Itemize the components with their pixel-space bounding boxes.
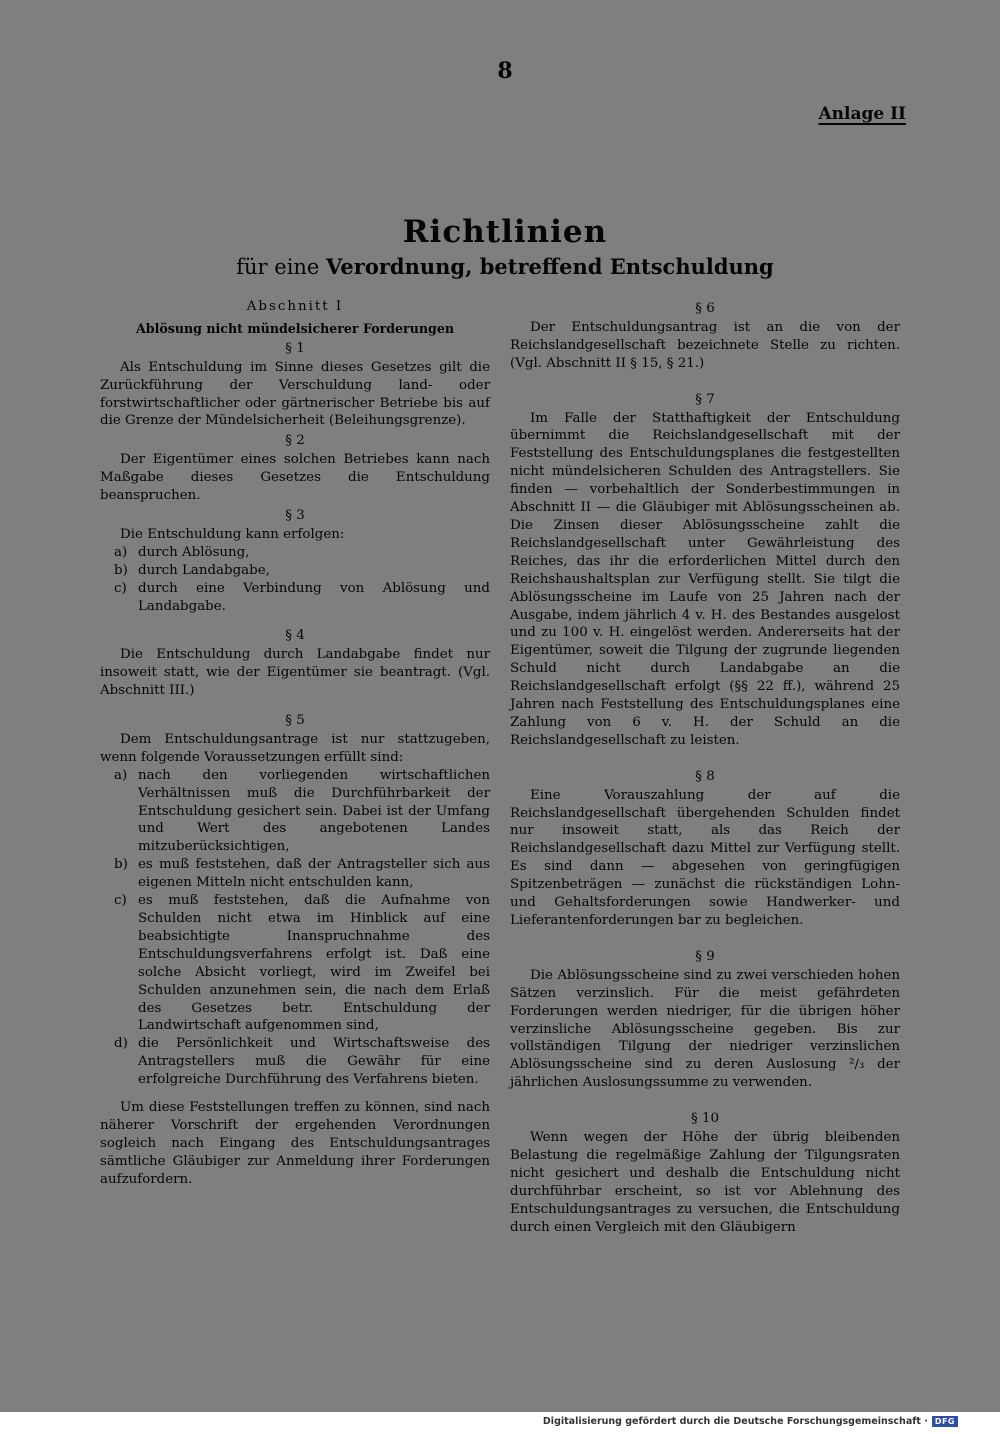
paragraph-3-intro: Die Entschuldung kann erfolgen: [120,526,345,542]
document-subtitle [0,254,1000,279]
paragraph-4-text: Die Entschuldung durch Landabgabe findet nur insoweit statt, wie der Eigentümer sie beantragt. (Vgl. Abschnitt III.) [100,647,490,699]
paragraph-9-text: Die Ablösungsscheine sind zu zwei verschieden hohen Sätzen verzinslich. Für die meist gefährdeten Forderungen werden niedriger, für die übrigen höher verzinsliche Ablösungsscheine gegeben. Bis zur vollständigen Tilgung der niedriger verzinslichen Ablösungsscheine sind zu deren Auslosung ²/₃ der jährlichen Auslosungssumme zu verwenden. [510,967,900,1091]
left-column [100,298,490,1189]
paragraph-8-text: Eine Vorauszahlung der auf die Reichslandgesellschaft übergehenden Schulden findet nur insoweit statt, als das Reich der Reichslandgesellschaft dazu Mittel zur Verfügung stellt. Es sind dann — abgesehen von geringfügigen Spitzenbeträgen — zunächst die rückständigen Lohn- und Gehaltsforderungen sowie Handwerker- und Lieferantenforderungen bar zu begleichen. [510,787,900,928]
paragraph-7-label: § 7 [695,391,715,407]
paragraph-1-label: § 1 [285,340,305,356]
paragraph-9-label: § 9 [695,948,715,964]
section-abschnitt: Abschnitt I [246,299,344,314]
list-item-text: es muß feststehen, daß die Aufnahme von Schulden nicht etwa im Hinblick auf eine beabsichtigte Inanspruchnahme des Entschuldungsverfahrens erfolgt ist. Daß eine solche Absicht vorliegt, wird im Zweifel bei Schulden anzunehmen sein, die nach dem Erlaß des Gesetzes betr. Entschuldung der Landwirtschaft aufgenommen sind, [138,893,490,1034]
list-item [114,1035,490,1089]
list-item [114,892,490,1035]
paragraph-2-label: § 2 [285,433,305,449]
list-item-label: a) [114,544,128,560]
list-item [114,767,490,857]
list-item-label: c) [114,580,127,596]
paragraph-1-text: Als Entschuldung im Sinne dieses Gesetzes gilt die Zurückführung der Verschuldung land- oder forstwirtschaftlicher oder gärtnerischer Betriebe bis auf die Grenze der Mündelsicherheit (Beleihungsgrenze). [100,359,490,429]
list-item-label: c) [114,893,127,909]
paragraph-2-text: Der Eigentümer eines solchen Betriebes kann nach Maßgabe dieses Gesetzes die Entschuldung beanspruchen. [100,452,490,504]
footer-credit [543,1416,958,1427]
paragraph-5-label: § 5 [285,713,305,729]
list-item-text: es muß feststehen, daß der Antragsteller sich aus eigenen Mitteln nicht entschulden kann, [138,857,490,891]
list-item [114,544,490,562]
list-item [114,856,490,892]
subtitle-bold: Verordnung, betreffend Entschuldung [326,254,774,279]
dfg-logo-icon: DFG [932,1416,958,1427]
paragraph-8-label: § 8 [695,768,715,784]
list-item-label: a) [114,767,128,783]
list-item-label: d) [114,1036,128,1052]
right-column [510,298,900,1237]
subtitle-prefix: für eine [236,255,327,279]
paragraph-6-text: Der Entschuldungsantrag ist an die von der Reichslandgesellschaft bezeichnete Stelle zu richten. (Vgl. Abschnitt II § 15, § 21.) [510,319,900,371]
list-item [114,580,490,616]
paragraph-6-label: § 6 [695,301,715,316]
paragraph-10-label: § 10 [691,1111,719,1127]
list-item-text: durch Landabgabe, [138,562,270,578]
paragraph-3-label: § 3 [285,507,305,523]
annex-label: Anlage II [818,104,906,124]
list-item-text: die Persönlichkeit und Wirtschaftsweise des Antragstellers muß die Gewähr für eine erfolgreiche Durchführung des Verfahrens bieten. [138,1036,490,1088]
paragraph-7-text: Im Falle der Statthaftigkeit der Entschuldung übernimmt die Reichslandgesellschaft mit der Feststellung des Entschuldungsplanes die festgestellten nicht mündelsicheren Schulden des Antragstellers. Sie finden — vorbehaltlich der Sonderbestimmungen in Abschnitt II — die Gläubiger mit Ablösungsscheinen ab. Die Zinsen dieser Ablösungsscheine zahlt die Reichslandgesellschaft unter Gewährleistung des Reiches, das ihr die erforderlichen Mittel durch den Reichshaushaltsplan zur Verfügung stellt. Sie tilgt die Ablösungsscheine im Laufe von 25 Jahren nach der Ausgabe, indem jährlich 4 v. H. des Bestandes ausgelost und zu 100 v. H. eingelöst werden. Andererseits hat der Eigentümer, soweit die Tilgung der zugrunde liegenden Schuld nicht durch Landabgabe an die Reichslandgesellschaft erfolgt (§§ 22 ff.), während 25 Jahren nach Feststellung des Entschuldungsplanes eine Zahlung von 6 v. H. der Schuld an die Reichslandgesellschaft zu leisten. [510,410,900,748]
list-item [114,562,490,580]
paragraph-4-label: § 4 [285,628,305,644]
paragraph-5-outro: Um diese Feststellungen treffen zu können, sind nach näherer Vorschrift der ergehenden Verordnungen sogleich nach Eingang des Entschuldungsantrages sämtliche Gläubiger zur Anmeldung ihrer Forderungen aufzufordern. [100,1100,490,1187]
paragraph-10-text: Wenn wegen der Höhe der übrig bleibenden Belastung die regelmäßige Zahlung der Tilgungsraten nicht gesichert und deshalb die Entschuldung nicht durchführbar erscheint, so ist vor Ablehnung des Entschuldungsantrages zu versuchen, die Entschuldung durch einen Vergleich mit den Gläubigern [510,1130,900,1235]
list-item-text: durch eine Verbindung von Ablösung und Landabgabe. [138,580,490,614]
list-item-label: b) [114,562,128,578]
list-item-text: nach den vorliegenden wirtschaftlichen Verhältnissen muß die Durchführbarkeit der Entschuldung gesichert sein. Dabei ist der Umfang und Wert des angebotenen Landes mitzuberücksichtigen, [138,767,490,855]
list-item-label: b) [114,857,128,873]
page-number: 8 [497,58,513,84]
list-item-text: durch Ablösung, [138,544,250,560]
paragraph-5-intro: Dem Entschuldungsantrage ist nur stattzugeben, wenn folgende Voraussetzungen erfüllt sind: [100,731,490,765]
section-heading: Ablösung nicht mündelsicherer Forderungen [136,320,454,336]
footer-text: Digitalisierung gefördert durch die Deutsche Forschungsgemeinschaft · [542,1416,928,1427]
document-title: Richtlinien [402,214,608,250]
